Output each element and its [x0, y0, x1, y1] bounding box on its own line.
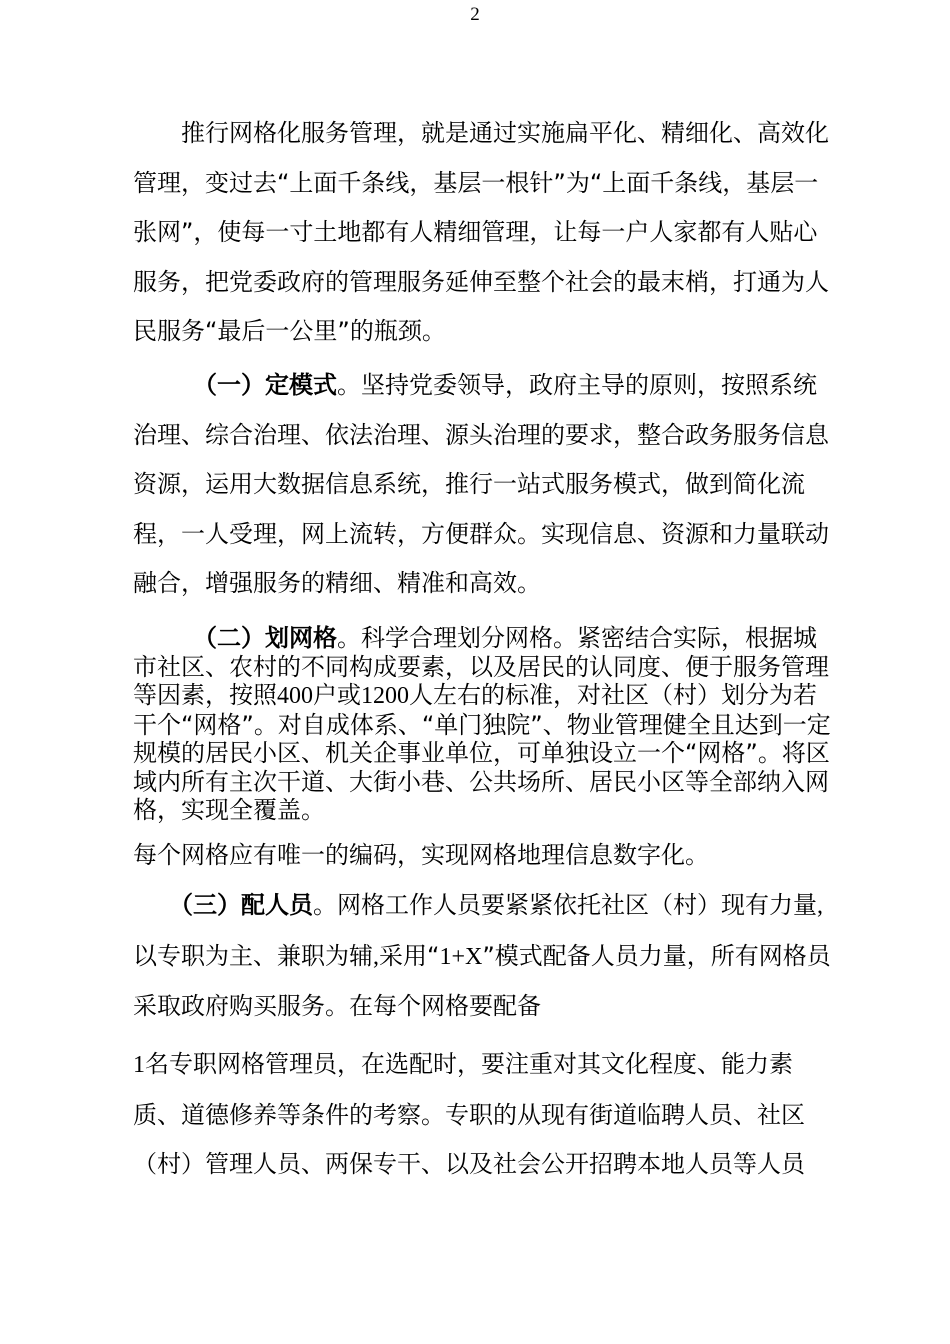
- section-3-continuation: [133, 1040, 833, 1190]
- section-2-note: 每个网格应有唯一的编码，实现网格地理信息数字化。: [133, 841, 709, 869]
- section-2-paragraph: [133, 624, 833, 825]
- section-3-paragraph: [133, 881, 833, 1032]
- section-3-cont-number: 1: [133, 1052, 145, 1078]
- section-3-model: 1+X: [439, 943, 483, 970]
- section-1-heading: （一）定模式: [205, 371, 337, 399]
- section-3-body-d: ”模式配备人员力量，所有网格员采取政府购买服务。在每个网格要配备: [133, 941, 831, 1020]
- section-2-heading: （二）划网格: [205, 624, 337, 652]
- section-2-body-c: 人左右的标准，对社区（村）划分为若干个“网格”。对自成体系、“单门独院”、物业管理健全且达到一定规模的居民小区、机关企事业单位，可单独设立一个“网格”。将区域内所有主次干道、大街小巷、公共场所、居民小区等全部纳入网格，实现全覆盖。: [133, 681, 831, 824]
- intro-paragraph: 推行网格化服务管理，就是通过实施扁平化、精细化、高效化管理，变过去“上面千条线，基层一根针”为“上面千条线，基层一张网”，使每一寸土地都有人精细管理，让每一户人家都有人贴心服务，把党委政府的管理服务延伸至整个社会的最末梢，打通为人民服务“最后一公里”的瓶颈。: [133, 119, 829, 345]
- section-3-body-a: 。网格工作人员要紧紧依托社区（村）现有力量: [313, 891, 817, 919]
- section-1-body: 。坚持党委领导，政府主导的原则，按照系统治理、综合治理、依法治理、源头治理的要求，整合政务服务信息资源，运用大数据信息系统，推行一站式服务模式，做到简化流程，一人受理，网上流转，方便群众。实现信息、资源和力量联动融合，增强服务的精细、精准和高效。: [133, 371, 829, 597]
- page-number: 2: [470, 4, 480, 25]
- section-3-body-c: 采用“: [379, 941, 440, 970]
- section-3-separator-2: ,: [373, 943, 379, 970]
- section-3-heading: （三）配人员: [181, 891, 313, 919]
- section-2-body-b: 户或: [313, 681, 361, 709]
- section-2-households-number: 400: [277, 683, 313, 709]
- section-2-people-number: 1200: [361, 683, 409, 709]
- section-3-cont-text: 名专职网格管理员，在选配时，要注重对其文化程度、能力素质、道德修养等条件的考察。专职的从现有街道临聘人员、社区（村）管理人员、两保专干、以及社会公开招聘本地人员等人员: [133, 1050, 805, 1178]
- section-2-body-a: 。科学合理划分网格。紧密结合实际，根据城市社区、农村的不同构成要素，以及居民的认同度、便于服务管理等因素，按照: [133, 624, 829, 709]
- section-3-separator-1: ,: [817, 893, 823, 919]
- section-1-paragraph: [133, 361, 833, 609]
- section-3-body-b: 以专职为主、兼职为辅: [133, 941, 373, 970]
